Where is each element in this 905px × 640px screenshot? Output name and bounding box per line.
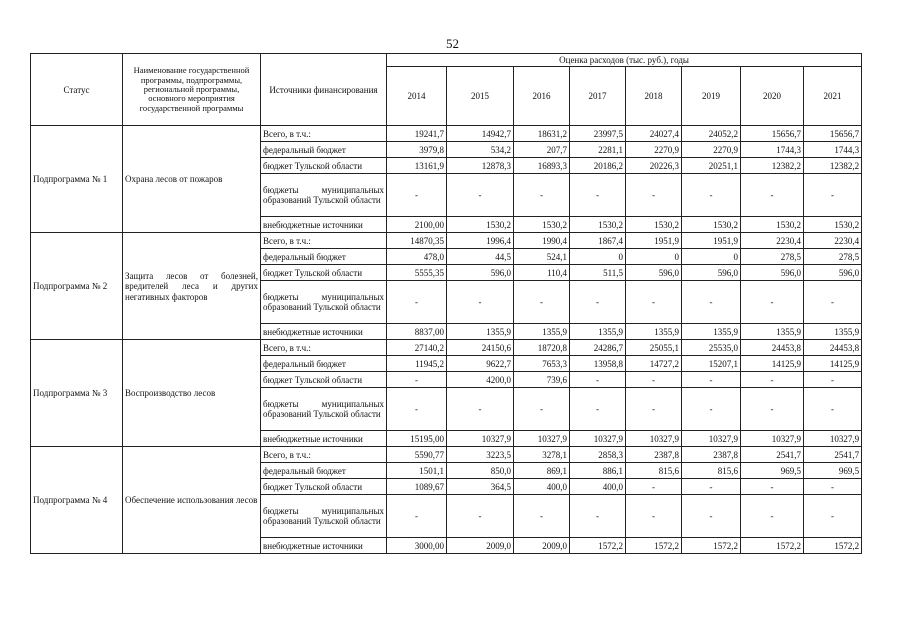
amount-cell: 1530,2 [804,217,862,233]
amount-cell: 969,5 [741,463,804,479]
amount-cell: 2009,0 [447,538,514,554]
funding-source-cell: бюджет Тульской области [261,479,387,495]
amount-cell: 1572,2 [570,538,626,554]
amount-cell: 9622,7 [447,356,514,372]
amount-cell: 25055,1 [626,340,682,356]
amount-cell: 596,0 [741,265,804,281]
amount-cell: 24286,7 [570,340,626,356]
amount-cell: 1530,2 [447,217,514,233]
amount-cell: 2858,3 [570,447,626,463]
amount-cell: - [804,495,862,538]
amount-cell: - [387,281,447,324]
amount-cell: 850,0 [447,463,514,479]
amount-cell: 2281,1 [570,142,626,158]
amount-cell: - [447,281,514,324]
funding-source-cell: внебюджетные источники [261,217,387,233]
amount-cell: 1355,9 [682,324,741,340]
amount-cell: - [626,281,682,324]
amount-cell: 1951,9 [682,233,741,249]
amount-cell: 1355,9 [626,324,682,340]
amount-cell: - [387,495,447,538]
amount-cell: 1355,9 [447,324,514,340]
amount-cell: 7653,3 [514,356,570,372]
amount-cell: 10327,9 [804,431,862,447]
amount-cell: - [387,174,447,217]
amount-cell: 14942,7 [447,126,514,142]
amount-cell: 1530,2 [514,217,570,233]
amount-cell: 1996,4 [447,233,514,249]
amount-cell: 1572,2 [804,538,862,554]
amount-cell: 1530,2 [570,217,626,233]
amount-cell: - [570,281,626,324]
amount-cell: 596,0 [682,265,741,281]
amount-cell: - [626,495,682,538]
page-number: 52 [446,36,459,51]
amount-cell: 2541,7 [741,447,804,463]
header-year: 2017 [570,67,626,126]
amount-cell: 1867,4 [570,233,626,249]
amount-cell: - [570,388,626,431]
amount-cell: 13958,8 [570,356,626,372]
table-row [31,447,862,463]
amount-cell: - [626,372,682,388]
table-row [31,340,862,356]
header-row-1 [31,54,862,67]
funding-source-cell: бюджеты муниципальных образований Тульской области [261,495,387,538]
amount-cell: 110,4 [514,265,570,281]
amount-cell: 24453,8 [741,340,804,356]
amount-cell: 400,0 [514,479,570,495]
amount-cell: 12878,3 [447,158,514,174]
header-year: 2016 [514,67,570,126]
amount-cell: 14870,35 [387,233,447,249]
amount-cell: 1530,2 [682,217,741,233]
amount-cell: 3223,5 [447,447,514,463]
amount-cell: 969,5 [804,463,862,479]
amount-cell: - [682,479,741,495]
amount-cell: - [741,388,804,431]
amount-cell: 278,5 [804,249,862,265]
amount-cell: 10327,9 [741,431,804,447]
amount-cell: 24453,8 [804,340,862,356]
amount-cell: 2230,4 [741,233,804,249]
amount-cell: - [514,495,570,538]
amount-cell: - [804,281,862,324]
amount-cell: 0 [682,249,741,265]
amount-cell: - [741,372,804,388]
amount-cell: - [682,372,741,388]
amount-cell: - [804,479,862,495]
amount-cell: - [626,388,682,431]
table-row [31,126,862,142]
funding-source-cell: федеральный бюджет [261,356,387,372]
amount-cell: 2100,00 [387,217,447,233]
amount-cell: 1355,9 [741,324,804,340]
subprogram-status: Подпрограмма № 1 [31,126,123,233]
amount-cell: 596,0 [804,265,862,281]
amount-cell: 1530,2 [626,217,682,233]
header-program-name: Наименование государственной программы, подпрограммы, региональной программы, основного мероприятия государственной программы [123,54,261,126]
amount-cell: 3979,8 [387,142,447,158]
amount-cell: - [682,281,741,324]
amount-cell: 534,2 [447,142,514,158]
amount-cell: - [804,388,862,431]
funding-source-cell: внебюджетные источники [261,538,387,554]
amount-cell: 1572,2 [741,538,804,554]
funding-source-cell: бюджет Тульской области [261,265,387,281]
subprogram-status: Подпрограмма № 2 [31,233,123,340]
amount-cell: 19241,7 [387,126,447,142]
amount-cell: 869,1 [514,463,570,479]
amount-cell: 5555,35 [387,265,447,281]
funding-source-cell: Всего, в т.ч.: [261,447,387,463]
amount-cell: - [387,372,447,388]
amount-cell: - [741,495,804,538]
amount-cell: 3278,1 [514,447,570,463]
amount-cell: 15656,7 [804,126,862,142]
amount-cell: 511,5 [570,265,626,281]
amount-cell: 15195,00 [387,431,447,447]
amount-cell: - [741,281,804,324]
amount-cell: - [682,174,741,217]
amount-cell: - [741,479,804,495]
table-body [31,126,862,554]
amount-cell: 10327,9 [447,431,514,447]
amount-cell: 364,5 [447,479,514,495]
amount-cell: 1089,67 [387,479,447,495]
subprogram-status: Подпрограмма № 4 [31,447,123,554]
amount-cell: 2270,9 [682,142,741,158]
amount-cell: 1355,9 [570,324,626,340]
amount-cell: 1355,9 [514,324,570,340]
subprogram-name: Обеспечение использования лесов [123,447,261,554]
header-year: 2019 [682,67,741,126]
amount-cell: 2541,7 [804,447,862,463]
subprogram-name: Охрана лесов от пожаров [123,126,261,233]
amount-cell: - [447,388,514,431]
subprogram-status: Подпрограмма № 3 [31,340,123,447]
amount-cell: 1355,9 [804,324,862,340]
header-funding-sources: Источники финансирования [261,54,387,126]
amount-cell: 10327,9 [682,431,741,447]
header-year: 2018 [626,67,682,126]
funding-source-cell: федеральный бюджет [261,463,387,479]
amount-cell: 10327,9 [570,431,626,447]
amount-cell: 4200,0 [447,372,514,388]
amount-cell: 20226,3 [626,158,682,174]
amount-cell: 0 [570,249,626,265]
amount-cell: 1501,1 [387,463,447,479]
amount-cell: - [626,479,682,495]
budget-table [30,53,862,554]
subprogram-name: Защита лесов от болезней, вредителей леса и других негативных факторов [123,233,261,340]
amount-cell: 14125,9 [741,356,804,372]
amount-cell: 25535,0 [682,340,741,356]
funding-source-cell: федеральный бюджет [261,142,387,158]
funding-source-cell: бюджет Тульской области [261,372,387,388]
amount-cell: 10327,9 [626,431,682,447]
amount-cell: 27140,2 [387,340,447,356]
amount-cell: 207,7 [514,142,570,158]
funding-source-cell: бюджеты муниципальных образований Тульской области [261,388,387,431]
amount-cell: 1572,2 [682,538,741,554]
amount-cell: 23997,5 [570,126,626,142]
funding-source-cell: Всего, в т.ч.: [261,340,387,356]
amount-cell: - [570,495,626,538]
amount-cell: - [387,388,447,431]
amount-cell: 1744,3 [741,142,804,158]
amount-cell: - [682,388,741,431]
amount-cell: 8837,00 [387,324,447,340]
amount-cell: 13161,9 [387,158,447,174]
amount-cell: 24027,4 [626,126,682,142]
amount-cell: - [804,372,862,388]
amount-cell: 20251,1 [682,158,741,174]
amount-cell: 20186,2 [570,158,626,174]
amount-cell: 2230,4 [804,233,862,249]
funding-source-cell: бюджеты муниципальных образований Тульской области [261,174,387,217]
header-year: 2020 [741,67,804,126]
amount-cell: - [447,495,514,538]
funding-source-cell: внебюджетные источники [261,324,387,340]
amount-cell: 400,0 [570,479,626,495]
amount-cell: 2387,8 [682,447,741,463]
funding-source-cell: Всего, в т.ч.: [261,126,387,142]
amount-cell: 11945,2 [387,356,447,372]
amount-cell: 0 [626,249,682,265]
funding-source-cell: бюджеты муниципальных образований Тульской области [261,281,387,324]
amount-cell: 18631,2 [514,126,570,142]
amount-cell: 3000,00 [387,538,447,554]
header-cost-estimate: Оценка расходов (тыс. руб.), годы [387,54,862,67]
amount-cell: 739,6 [514,372,570,388]
header-year: 2021 [804,67,862,126]
amount-cell: 2270,9 [626,142,682,158]
amount-cell: 15207,1 [682,356,741,372]
amount-cell: - [570,174,626,217]
amount-cell: - [447,174,514,217]
amount-cell: 14125,9 [804,356,862,372]
amount-cell: 596,0 [626,265,682,281]
amount-cell: 1951,9 [626,233,682,249]
amount-cell: 1990,4 [514,233,570,249]
table-row [31,233,862,249]
amount-cell: 815,6 [682,463,741,479]
amount-cell: 24150,6 [447,340,514,356]
amount-cell: 24052,2 [682,126,741,142]
amount-cell: 478,0 [387,249,447,265]
funding-source-cell: федеральный бюджет [261,249,387,265]
amount-cell: 524,1 [514,249,570,265]
amount-cell: 12382,2 [804,158,862,174]
amount-cell: 596,0 [447,265,514,281]
header-year: 2014 [387,67,447,126]
amount-cell: - [514,281,570,324]
amount-cell: 2387,8 [626,447,682,463]
amount-cell: - [514,174,570,217]
funding-source-cell: бюджет Тульской области [261,158,387,174]
amount-cell: - [514,388,570,431]
amount-cell: 2009,0 [514,538,570,554]
amount-cell: 815,6 [626,463,682,479]
amount-cell: 18720,8 [514,340,570,356]
funding-source-cell: Всего, в т.ч.: [261,233,387,249]
funding-source-cell: внебюджетные источники [261,431,387,447]
amount-cell: 278,5 [741,249,804,265]
amount-cell: 14727,2 [626,356,682,372]
header-year: 2015 [447,67,514,126]
amount-cell: - [626,174,682,217]
amount-cell: 886,1 [570,463,626,479]
amount-cell: 16893,3 [514,158,570,174]
amount-cell: - [804,174,862,217]
amount-cell: 12382,2 [741,158,804,174]
amount-cell: 10327,9 [514,431,570,447]
amount-cell: - [682,495,741,538]
amount-cell: 1530,2 [741,217,804,233]
amount-cell: - [741,174,804,217]
header-status: Статус [31,54,123,126]
amount-cell: 44,5 [447,249,514,265]
amount-cell: 1744,3 [804,142,862,158]
amount-cell: 5590,77 [387,447,447,463]
amount-cell: - [570,372,626,388]
amount-cell: 1572,2 [626,538,682,554]
subprogram-name: Воспроизводство лесов [123,340,261,447]
amount-cell: 15656,7 [741,126,804,142]
